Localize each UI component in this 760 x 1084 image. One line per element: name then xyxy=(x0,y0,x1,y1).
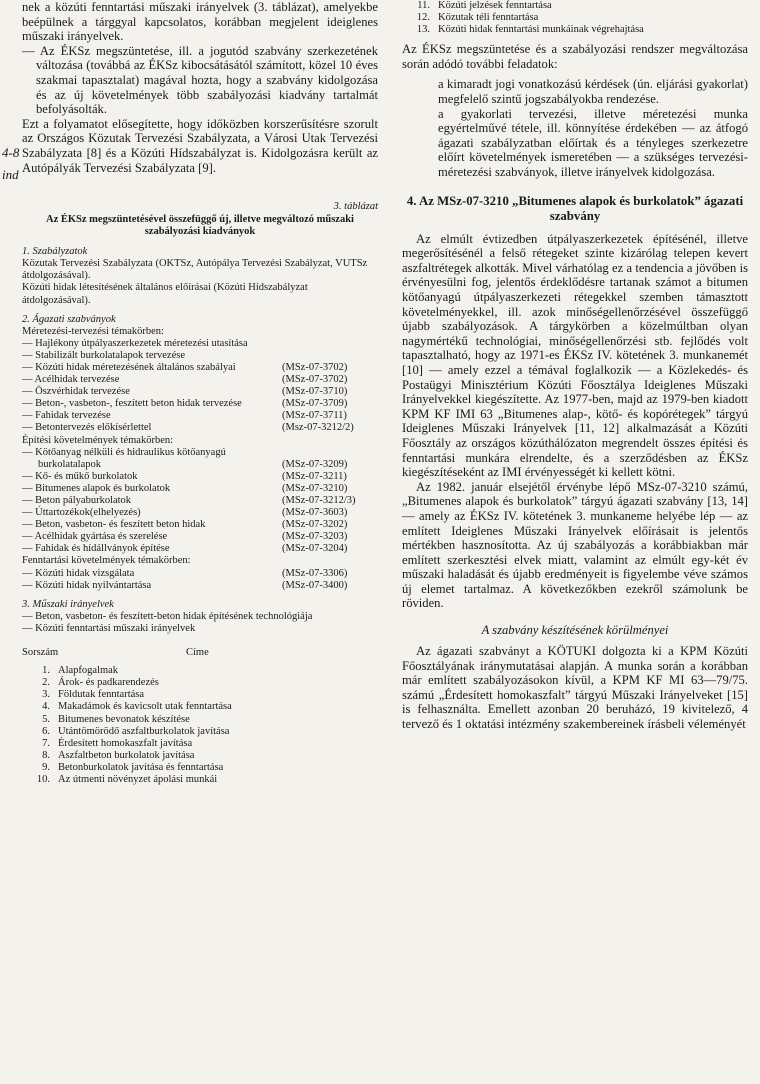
list-text: Érdesített homokaszfalt javítása xyxy=(58,737,193,749)
paragraph: nek a közúti fenntartási műszaki irányelvek (3. táblázat), amelyekbe beépülnek a tárggyal kapcsolatos, korábban megjelent ideiglenes műszaki irányelvek. xyxy=(22,0,378,44)
table-caption: 3. táblázat xyxy=(333,201,378,213)
table-item: — Beton-, vasbeton-, feszített beton hidak tervezése xyxy=(22,398,242,410)
list-item xyxy=(22,762,378,774)
list-number: 2. xyxy=(42,677,50,689)
standard-code: (MSz-07-3710) xyxy=(282,386,348,398)
standard-code: (MSz-07-3709) xyxy=(282,398,348,410)
bullet-paragraph: a kimaradt jogi vonatkozású kérdések (ún. eljárási gyakorlat) megfelelő szintű jogszabályokba rendezése. xyxy=(438,77,748,107)
table-row xyxy=(22,568,378,580)
section-title: 3. Műszaki irányelvek xyxy=(22,598,114,610)
table-row xyxy=(22,386,378,398)
list-item xyxy=(22,714,378,726)
list-number: 8. xyxy=(42,749,50,761)
table-row xyxy=(22,507,378,519)
list-text: Árok- és padkarendezés xyxy=(58,677,159,689)
standard-code: (MSz-07-3400) xyxy=(282,579,348,591)
list-item xyxy=(22,750,378,762)
list-item xyxy=(22,677,378,689)
table-group xyxy=(22,568,378,592)
list-number: 6. xyxy=(42,725,50,737)
list-item xyxy=(22,701,378,713)
list-number: 1. xyxy=(42,665,50,677)
standard-code: (MSz-07-3306) xyxy=(282,567,348,579)
table-subhead: Fenntartási követelmények témakörben: xyxy=(22,555,191,567)
table-item: — Hajlékony útpályaszerkezetek méretezési utasítása xyxy=(22,337,248,349)
list-number: 10. xyxy=(36,773,50,785)
table-text: Közutak Tervezési Szabályzata (OKTSz, Autópálya Tervezési Szabályzat, VUTSz átdolgozásával). xyxy=(22,258,368,282)
left-column xyxy=(22,0,378,786)
list-text: Földutak fenntartása xyxy=(58,689,145,701)
margin-mark: ind xyxy=(2,167,19,182)
list-item xyxy=(22,689,378,701)
list-number: 11. xyxy=(417,0,430,11)
list-item xyxy=(402,0,748,12)
table-row xyxy=(22,398,378,410)
table-row xyxy=(22,543,378,555)
standard-code xyxy=(282,350,378,362)
right-column xyxy=(402,0,748,732)
margin-mark: 4-8 xyxy=(2,145,20,160)
table-3 xyxy=(22,246,378,786)
list-text: Alapfogalmak xyxy=(58,665,119,677)
standard-code: (MSz-07-3711) xyxy=(282,410,347,422)
margin-handwritten-marks xyxy=(2,142,19,186)
list-text: Közutak téli fenntartása xyxy=(438,12,539,24)
list-item xyxy=(402,12,748,24)
standard-code: (Msz-07-3212/2) xyxy=(282,422,354,434)
table-item: — Acélhidak gyártása és szerelése xyxy=(22,531,168,543)
section-heading: 4. Az MSz-07-3210 „Bitumenes alapok és burkolatok” ágazati szabvány xyxy=(406,193,744,223)
numbered-list-continued xyxy=(402,0,748,36)
list-text: Makadámok és kavicsolt utak fenntartása xyxy=(58,701,232,713)
table-row xyxy=(22,410,378,422)
table-item: — Fahidak és hídállványok építése xyxy=(22,543,170,555)
paragraph: Az ÉKSz megszüntetése és a szabályozási rendszer megváltozása során adódó további feladatok: xyxy=(402,42,748,71)
list-number: 9. xyxy=(42,761,50,773)
list-number: 7. xyxy=(42,737,50,749)
paragraph: Az elmúlt évtizedben útpályaszerkezetek építésénél, illetve megerősítésénél a felső rétegeket szinte kizárólag telepen kevert aszfaltrétegek alkották. Mivel várhatólag ez a tendencia a jövőben is érvényesülni fog, jelentős érdeklődésre tartanak számot a bitumen kötőanyagú útpályaszerkezeti rétegekkel szemben támasztott követelményekkel, ill. azok minőségellenőrzésével összefüggő újabb szabályozások. A tárgykörben a közelmúltban olyan nagymértékű technológiai, minőségellenőrzési stb. fejlődés volt tapasztalható, hogy az 1971-es ÉKSz IV. kötetének 3. munkanemét [10] — amely ezzel a témával foglalkozik — a Közlekedés- és Postaügyi Minisztérium Közúti Főosztálya Ideiglenes Műszaki Irányelvekkel kiegészítette. Az 1977-ben, majd az 1979-ben kiadott KPM KF IMI 63 „Bitumenes alap-, kötő- és kopórétegek” tárgyú Ideiglenes Műszaki Irányelvek [11, 12] alkalmazását a Közúti Főosztály az országos közúthálózaton megrendelt összes építési és fenntartási munkára elrendelte, és a szerződésben az ÉKSz kiegészítéseként az IMI érvényességét ki kellett kötni. xyxy=(402,231,748,480)
list-item xyxy=(402,24,748,36)
numbered-list xyxy=(22,665,378,786)
list-text: Közúti jelzések fenntartása xyxy=(438,0,552,11)
table-item: — Betontervezés előkísérlettel xyxy=(22,422,152,434)
table-item: — Közúti fenntartási műszaki irányelvek xyxy=(22,622,196,634)
standard-code: (MSz-07-3210) xyxy=(282,482,348,494)
table-row xyxy=(22,471,378,483)
table-item: — Közúti hidak nyilvántartása xyxy=(22,579,152,591)
table-item: — Fahidak tervezése xyxy=(22,410,111,422)
standard-code: (MSz-07-3212/3) xyxy=(282,495,356,506)
table-item: — Kötőanyag nélküli és hidraulikus kötőanyagú burkolatalapok xyxy=(22,446,226,470)
table-item: — Közúti hidak méretezésének általános szabályai xyxy=(22,361,236,373)
section-title: 2. Ágazati szabványok xyxy=(22,313,116,325)
list-item xyxy=(22,726,378,738)
table-item: — Közúti hidak vizsgálata xyxy=(22,567,135,579)
list-number: 13. xyxy=(416,24,430,36)
table-item: — Kő- és műkő burkolatok xyxy=(22,470,138,482)
table-subhead: Méretezési-tervezési témakörben: xyxy=(22,325,164,337)
table-item: — Beton, vasbeton- és feszített-beton hidak építésének technológiája xyxy=(22,610,313,622)
table-row xyxy=(22,422,378,434)
table-text: Közúti hidak létesítésének általános előírásai (Közúti Hídszabályzat átdolgozásával). xyxy=(22,282,308,306)
list-item xyxy=(22,665,378,677)
table-group xyxy=(22,447,378,556)
table-title: Az ÉKSz megszüntetésével összefüggő új, illetve megváltozó műszaki szabályozási kiadványok xyxy=(46,214,354,238)
table-subhead: Építési követelmények témakörben: xyxy=(22,434,174,446)
table-row xyxy=(22,495,378,507)
list-number: 3. xyxy=(42,689,50,701)
standard-code: (MSz-07-3204) xyxy=(282,543,348,555)
standard-code: (MSz-07-3211) xyxy=(282,470,347,482)
table-row xyxy=(22,447,378,471)
list-text: Betonburkolatok javítása és fenntartása xyxy=(58,761,224,773)
standard-code: (MSz-07-3209) xyxy=(282,458,348,470)
standard-code: (MSz-07-3202) xyxy=(282,519,348,531)
list-number: 12. xyxy=(416,12,430,24)
table-item: — Beton, vasbeton- és feszített beton hidak xyxy=(22,519,206,531)
standard-code: (MSz-07-3203) xyxy=(282,531,348,543)
list-header-number: Sorszám xyxy=(22,647,59,659)
list-text: Az útmenti növényzet ápolási munkái xyxy=(58,773,218,785)
list-number: 4. xyxy=(42,701,50,713)
paragraph: Ezt a folyamatot elősegítette, hogy időközben korszerűsítésre szorult az Országos Közutak Tervezési Szabályzata, a Városi Utak Tervezési Szabályzata [8] és a Közúti Hídszabályzat is. Kidolgozásra került az Autópályák Tervezési Szabályzata [9]. xyxy=(22,116,378,175)
list-text: Bitumenes bevonatok készítése xyxy=(58,713,190,725)
table-row xyxy=(22,338,378,350)
standard-code: (MSz-07-3603) xyxy=(282,507,348,519)
table-row xyxy=(22,519,378,531)
paragraph: — Az ÉKSz megszüntetése, ill. a jogutód szabvány szerkezetének változása (továbbá az ÉKSz kibocsátásától számított, közel 10 éves szakmai tapasztalat) magával hozta, hogy a szabvány kidolgozása és az új követelmények több szabályozási kiadvány tartalmát befolyásolták. xyxy=(22,43,378,117)
table-item: — Stabilizált burkolatalapok tervezése xyxy=(22,349,185,361)
table-item: — Öszvérhidak tervezése xyxy=(22,386,130,398)
list-header xyxy=(22,647,378,659)
table-row xyxy=(22,374,378,386)
bullet-paragraph: a gyakorlati tervezési, illetve méretezési munka egyértelművé tétele, ill. könnyítése érdekében — az átfogó ágazati szabályzatban előírtak és a tényleges szerkezetre előírt követelmények ismeretében — a szükséges tervezési-méretezési szabványok, illetve irányelvek kidolgozása. xyxy=(438,106,748,180)
table-row xyxy=(22,580,378,592)
standard-code xyxy=(282,338,378,350)
table-group xyxy=(22,338,378,435)
table-item: — Úttartozékok(elhelyezés) xyxy=(22,507,141,519)
table-row xyxy=(22,350,378,362)
table-item: — Beton pályaburkolatok xyxy=(22,495,132,506)
table-row xyxy=(22,483,378,495)
list-text: Utántömörödő aszfaltburkolatok javítása xyxy=(58,725,230,737)
section-title: 1. Szabályzatok xyxy=(22,246,88,258)
list-item xyxy=(22,738,378,750)
paragraph: Az 1982. január elsejétől érvénybe lépő MSz-07-3210 számú, „Bitumenes alapok és burkolatok” tárgyú ágazati szabvány [13, 14] — amely az ÉKSz IV. kötetének 3. munkaneme helyébe lép — az említett Ideiglenes Műszaki Irányelvek előírásait is jelentős mértékben hasznosította. Az új szabályozás a korábbiakban már említett szerkesztési elvek miatt, valamint az elmúlt egy-két év műszaki haladását és újabb eredményeit is figyelembe véve számos új elemet tartalmaz. A következőkben ezekről számolunk be röviden. xyxy=(402,479,748,611)
table-row xyxy=(22,531,378,543)
list-text: Aszfaltbeton burkolatok javítása xyxy=(58,749,195,761)
table-item: — Acélhidak tervezése xyxy=(22,374,120,386)
list-header-title: Címe xyxy=(186,647,209,659)
standard-code: (MSz-07-3702) xyxy=(282,361,348,373)
list-item xyxy=(22,774,378,786)
table-row xyxy=(22,362,378,374)
table-item: — Bitumenes alapok és burkolatok xyxy=(22,482,171,494)
list-text: Közúti hidak fenntartási munkáinak végrehajtása xyxy=(438,24,644,36)
paragraph: Az ágazati szabványt a KÖTUKI dolgozta ki a KPM Közúti Főosztályának iránymutatásai alapján. A munka során a korábban már említett szabályozásokon kívül, a KPM KF MI 63—79/75. számú „Érdesített homokaszfalt” tárgyú Műszaki Irányelveket [15] is felhasználta. Emellett azonban 20 beruházó, 19 kivitelező, 4 tervező és 1 oktatási intézmény szakembereinek írásbeli véleményét xyxy=(402,644,748,732)
subsection-heading: A szabvány készítésének körülményei xyxy=(481,623,669,638)
list-number: 5. xyxy=(42,713,50,725)
standard-code: (MSz-07-3702) xyxy=(282,374,348,386)
